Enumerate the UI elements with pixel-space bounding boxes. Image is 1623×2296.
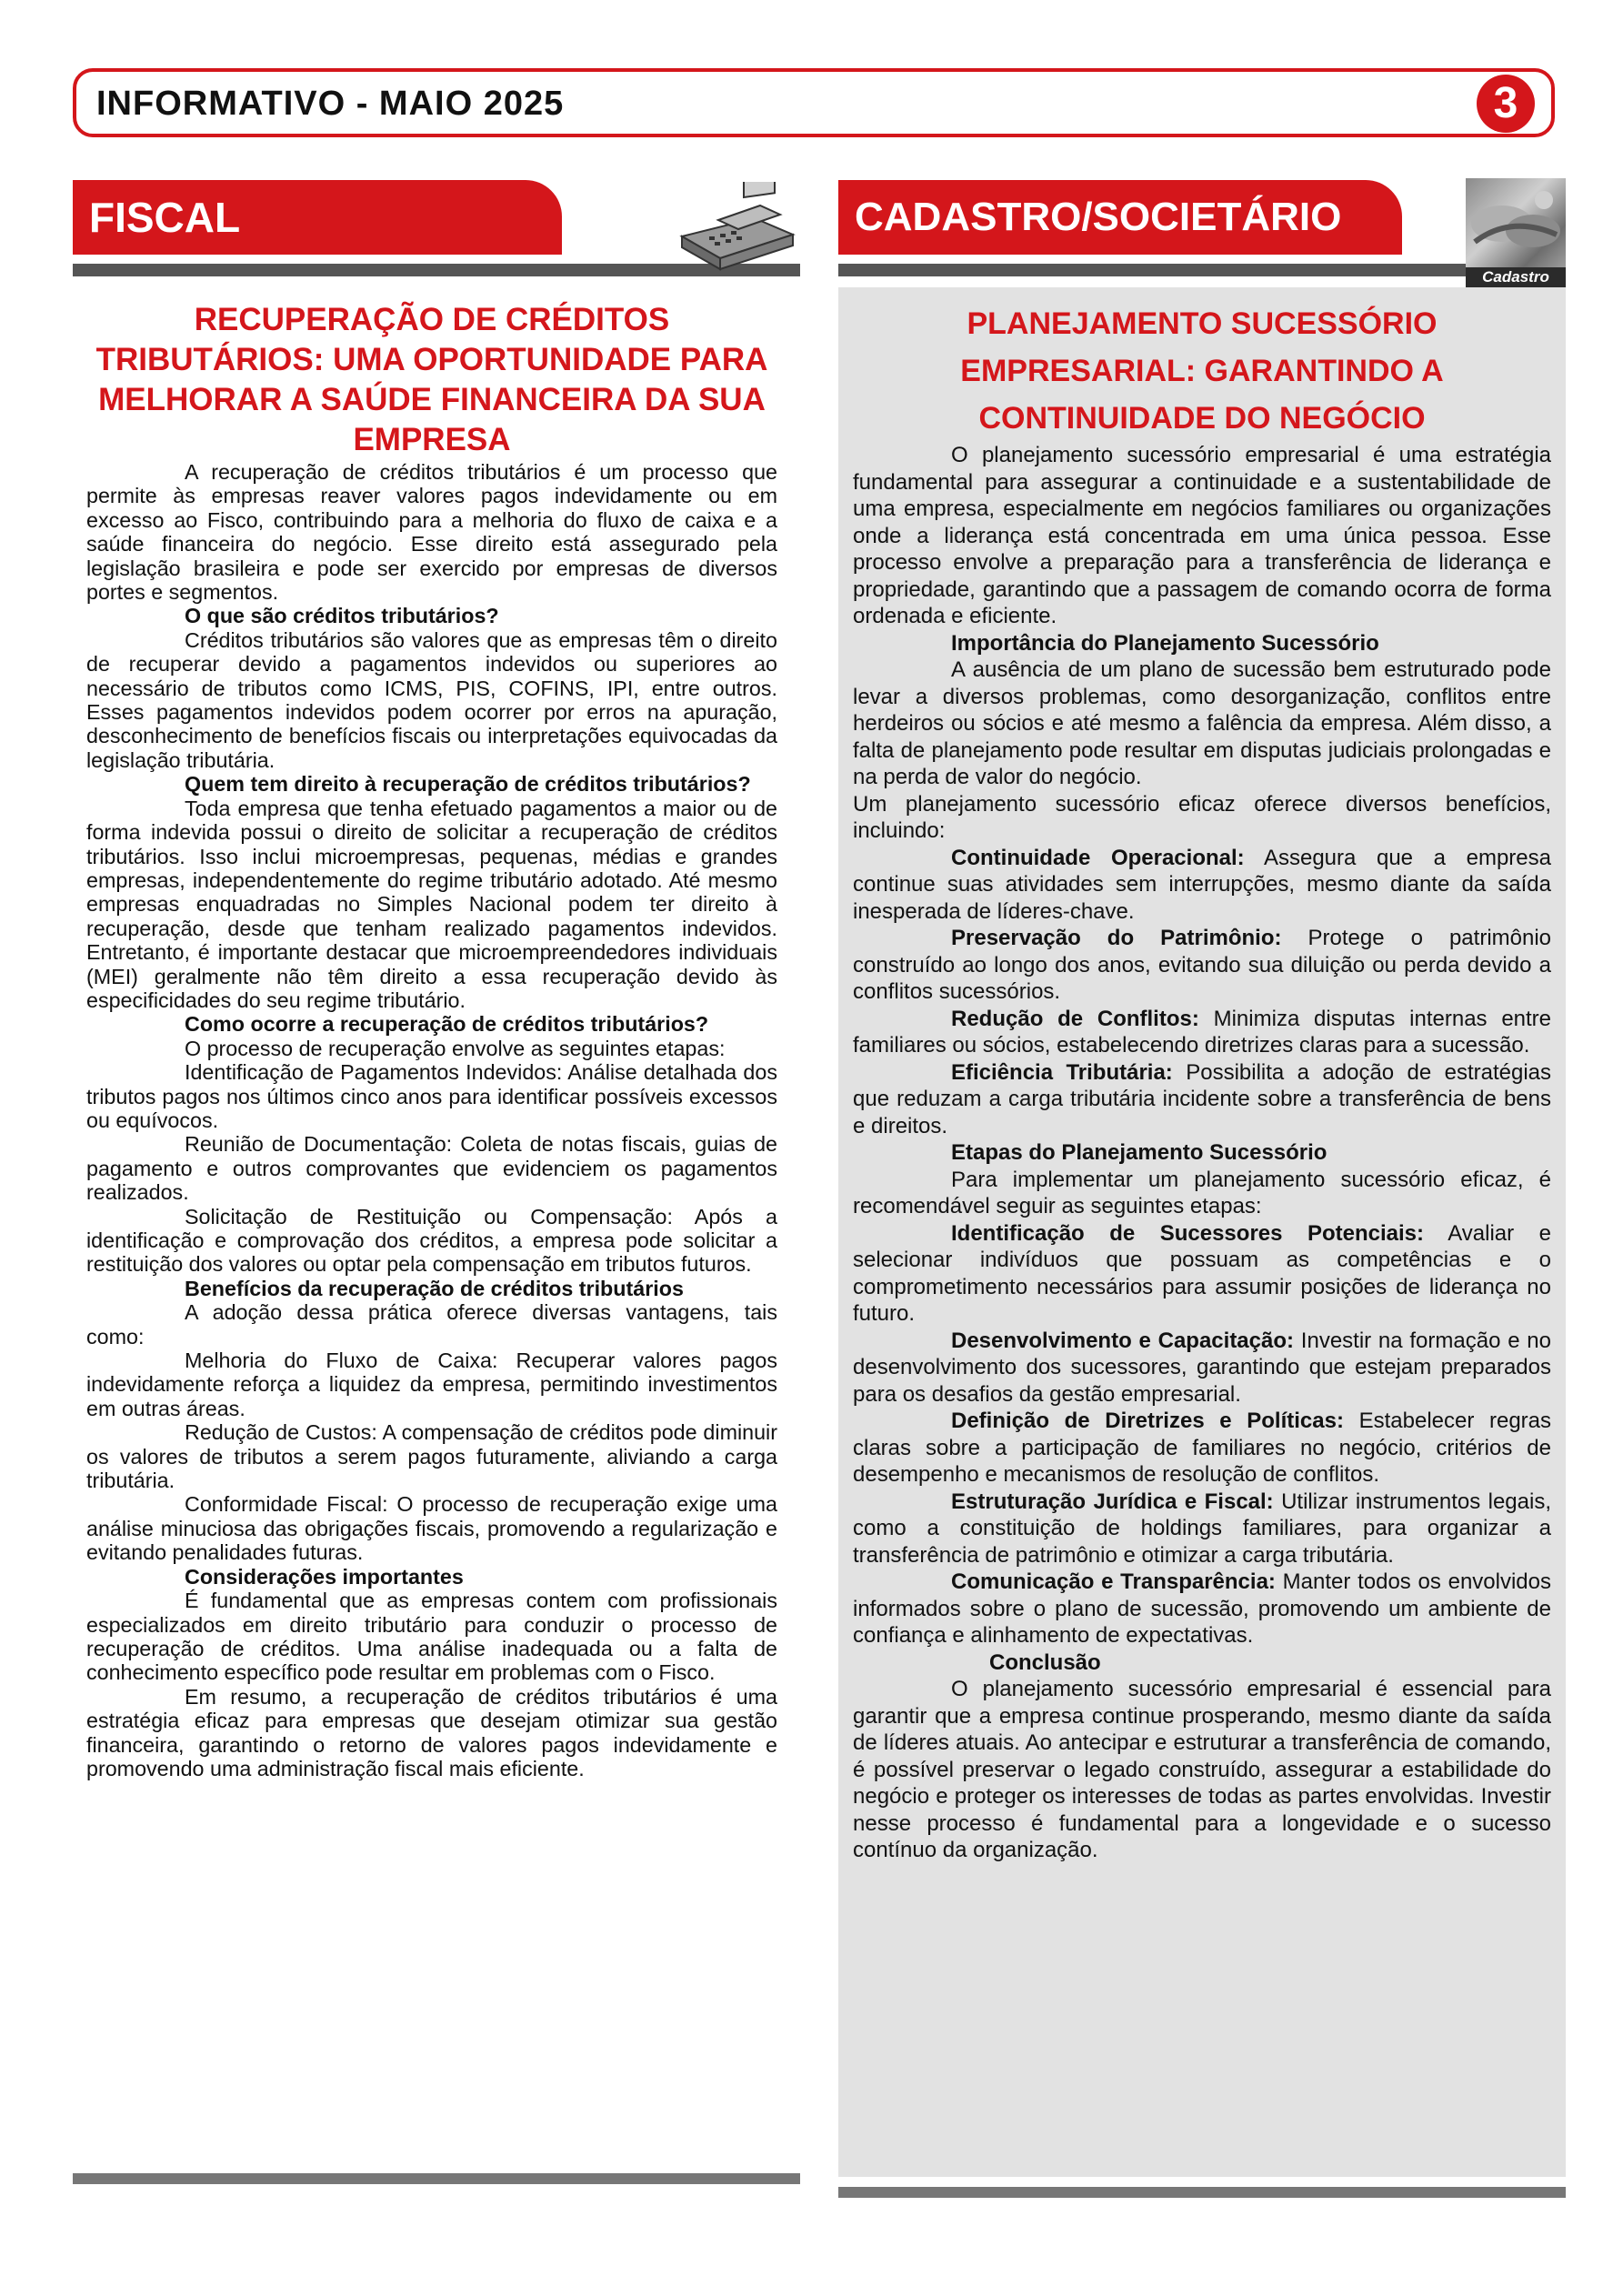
benefit-label: Redução de Conflitos:: [951, 1006, 1199, 1031]
benefit-text: Possibilita a adoção de estratégias que reduzam a carga tributária incidente sobre a transferência de bens e direitos.: [853, 1059, 1552, 1138]
cadastro-article: [838, 287, 1566, 2177]
benefit-item: [853, 1006, 1551, 1059]
paragraph: O planejamento sucessório empresarial é essencial para garantir que a empresa continue prosperando, mesmo diante da saída de líderes atuais. Ao antecipar e estruturar a transferência de comando, é possível preservar o legado construído, assegurar a estabilidade do negócio e proteger os interesses de todas as partes envolvidas. Investir nesse processo é fundamental para a longevidade e o sucesso contínuo da organização.: [853, 1677, 1551, 1862]
cadastro-photo-caption: Cadastro: [1466, 267, 1566, 287]
subheading: Quem tem direito à recuperação de créditos tributários?: [185, 772, 751, 797]
benefit-text: Assegura que a empresa continue suas atividades sem interrupções, mesmo diante da saída inesperada de líderes-chave.: [853, 845, 1551, 924]
paragraph: Redução de Custos: A compensação de créditos pode diminuir os valores de tributos a serem pagos futuramente, aliviando a carga tributária.: [86, 1420, 777, 1493]
step-label: Definição de Diretrizes e Políticas:: [951, 1409, 1344, 1433]
paragraph: Para implementar um planejamento sucessório eficaz, é recomendável seguir as seguintes etapas:: [853, 1167, 1551, 1218]
step-text: Avaliar e selecionar indivíduos que possuam as competências e o comprometimento necessários para assumir posições de liderança no futuro.: [853, 1220, 1551, 1326]
benefit-item: [853, 1059, 1551, 1140]
paragraph: A recuperação de créditos tributários é um processo que permite às empresas reaver valores pagos indevidamente ou em excesso ao Fisco, contribuindo para a melhoria do fluxo de caixa e a saúde financeira do negócio. Esse direito está assegurado pela legislação brasileira e pode ser exercido por empresas de diversos portes e segmentos.: [86, 460, 777, 605]
step-text: Estabelecer regras claras sobre a participação de familiares no negócio, critérios de desempenho e mecanismos de resolução de conflitos.: [853, 1409, 1552, 1487]
subheading: Como ocorre a recuperação de créditos tributários?: [185, 1012, 709, 1037]
subheading: Importância do Planejamento Sucessório: [951, 630, 1379, 656]
benefit-label: Eficiência Tributária:: [951, 1059, 1173, 1085]
paragraph: Solicitação de Restituição ou Compensação: Após a identificação e comprovação dos créditos, a empresa pode solicitar a restituição dos valores ou optar pela compensação em tributos futuros.: [86, 1204, 777, 1277]
step-item: [853, 1328, 1551, 1409]
paragraph: A adoção dessa prática oferece diversas vantagens, tais como:: [86, 1300, 777, 1349]
subheading: O que são créditos tributários?: [185, 604, 499, 628]
newsletter-title: INFORMATIVO - MAIO 2025: [96, 85, 565, 123]
paragraph: Toda empresa que tenha efetuado pagamentos a maior ou de forma indevida possui o direito de solicitar a recuperação de créditos tributários. Isso inclui microempresas, pequenas, médias e grandes empresas, independentemente do regime tributário adotado. Até mesmo empresas enquadradas no Simples Nacional podem ter direito à recuperação, desde que tenham realizado pagamentos indevidos. Entretanto, é importante destacar que microempreendedores individuais (MEI) geralmente não têm direito a essa recuperação devido às especificidades do seu regime tributário.: [86, 796, 777, 1012]
paragraph: Um planejamento sucessório eficaz oferece diversos benefícios, incluindo:: [853, 791, 1551, 843]
subheading: Etapas do Planejamento Sucessório: [951, 1140, 1327, 1165]
benefit-text: Protege o patrimônio construído ao longo dos anos, evitando sua diluição ou perda devido a conflitos sucessórios.: [853, 926, 1552, 1004]
fiscal-article: [73, 300, 791, 2169]
step-text: Utilizar instrumentos legais, como a constituição de holdings familiares, para organizar a transferência de patrimônio e otimizar a carga tributária.: [853, 1489, 1552, 1568]
subheading: Benefícios da recuperação de créditos tributários: [185, 1276, 684, 1300]
section-divider-cadastro: [838, 264, 1470, 276]
benefit-label: Continuidade Operacional:: [951, 845, 1245, 870]
subheading: Conclusão: [989, 1649, 1101, 1675]
step-label: Estruturação Jurídica e Fiscal:: [951, 1489, 1274, 1514]
newsletter-header: [73, 68, 1555, 137]
step-text: Investir na formação e no desenvolvimento dos sucessores, garantindo que estejam preparados para os desafios da gestão empresarial.: [853, 1328, 1552, 1407]
handshake-photo-icon: [1466, 178, 1566, 267]
paragraph: O processo de recuperação envolve as seguintes etapas:: [185, 1036, 726, 1060]
benefit-item: [853, 845, 1551, 926]
column-footer-bar: [838, 2187, 1566, 2198]
paragraph: É fundamental que as empresas contem com profissionais especializados em direito tributário para conduzir o processo de recuperação de créditos. Uma análise inadequada ou a falta de conhecimento específico pode resultar em problemas com o Fisco.: [86, 1589, 777, 1685]
paragraph: Conformidade Fiscal: O processo de recuperação exige uma análise minuciosa das obrigações fiscais, promovendo a regularização e evitando penalidades futuras.: [86, 1492, 777, 1565]
paragraph: A ausência de um plano de sucessão bem estruturado pode levar a diversos problemas, como desorganização, conflitos entre herdeiros ou sócios e até mesmo a falência da empresa. Além disso, a falta de planejamento pode resultar em disputas judiciais prolongadas e na perda de valor do negócio.: [853, 657, 1551, 789]
step-text: Manter todos os envolvidos informados sobre o plano de sucessão, promovendo um ambiente de confiança e alinhamento de expectativas.: [853, 1569, 1551, 1648]
paragraph: O planejamento sucessório empresarial é uma estratégia fundamental para assegurar a continuidade e a sustentabilidade de uma empresa, especialmente em negócios familiares ou organizações onde a liderança está concentrada em uma única pessoa. Esse processo envolve a preparação para a transferência de liderança e propriedade, garantindo que a passagem de comando ocorra de forma ordenada e eficiente.: [853, 443, 1551, 628]
step-label: Desenvolvimento e Capacitação:: [951, 1328, 1295, 1353]
column-footer-bar: [73, 2173, 800, 2184]
step-label: Comunicação e Transparência:: [951, 1569, 1276, 1594]
section-banner-fiscal: FISCAL: [73, 180, 562, 255]
step-item: [853, 1408, 1551, 1489]
paragraph: Reunião de Documentação: Coleta de notas fiscais, guias de pagamento e outros comprovantes que evidenciem os pagamentos realizados.: [86, 1132, 777, 1205]
cash-register-icon: [673, 182, 800, 273]
paragraph: Em resumo, a recuperação de créditos tributários é uma estratégia eficaz para empresas que desejam otimizar sua gestão financeira, garantindo o retorno de valores pagos indevidamente e promovendo uma administração fiscal mais eficiente.: [86, 1684, 777, 1780]
step-item: [853, 1220, 1551, 1328]
subheading: Considerações importantes: [185, 1564, 464, 1589]
fiscal-article-title: RECUPERAÇÃO DE CRÉDITOS TRIBUTÁRIOS: UMA OPORTUNIDADE PARA MELHORAR A SAÚDE FINANCEIRA DA SUA EMPRESA: [95, 302, 768, 457]
page-number-badge: 3: [1477, 75, 1535, 133]
cadastro-photo: [1466, 178, 1566, 287]
benefit-label: Preservação do Patrimônio:: [951, 926, 1282, 950]
step-label: Identificação de Sucessores Potenciais:: [951, 1220, 1425, 1246]
paragraph: Créditos tributários são valores que as empresas têm o direito de recuperar devido a pagamentos indevidos ou superiores ao necessário de tributos como ICMS, PIS, COFINS, IPI, entre outros. Esses pagamentos indevidos podem ocorrer por erros na apuração, desconhecimento de benefícios fiscais ou interpretações equivocadas da legislação tributária.: [86, 627, 777, 772]
paragraph: Melhoria do Fluxo de Caixa: Recuperar valores pagos indevidamente reforça a liquidez da empresa, permitindo investimentos em outras áreas.: [86, 1349, 777, 1420]
section-banner-cadastro: CADASTRO/SOCIETÁRIO: [838, 180, 1402, 255]
step-item: [853, 1489, 1551, 1569]
paragraph: Identificação de Pagamentos Indevidos: Análise detalhada dos tributos pagos nos últimos cinco anos para identificar possíveis excessos ou equívocos.: [86, 1060, 777, 1132]
cadastro-article-title: PLANEJAMENTO SUCESSÓRIO EMPRESARIAL: GARANTINDO A CONTINUIDADE DO NEGÓCIO: [960, 306, 1444, 436]
step-item: [853, 1569, 1551, 1649]
benefit-item: [853, 925, 1551, 1006]
benefit-text: Minimiza disputas internas entre familiares ou sócios, estabelecendo diretrizes claras para a sucessão.: [853, 1006, 1552, 1058]
